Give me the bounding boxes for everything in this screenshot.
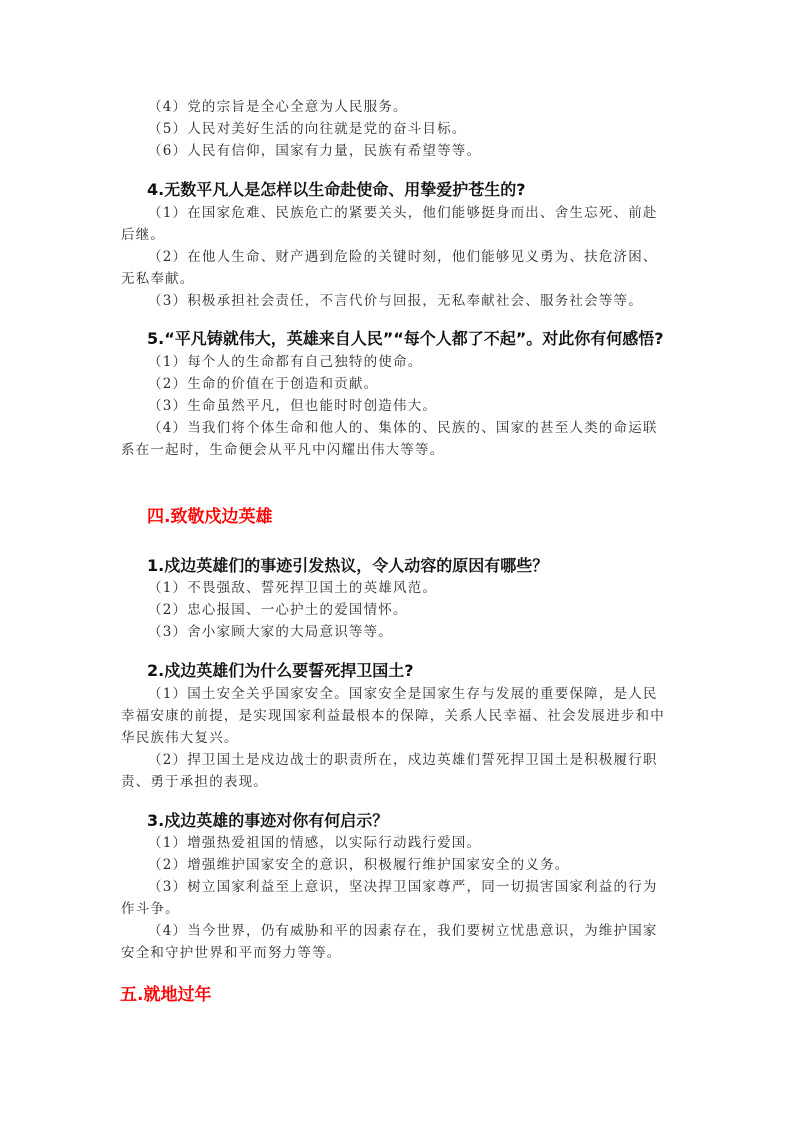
paragraph-line: （4）当我们将个体生命和他人的、集体的、民族的、国家的甚至人类的命运联 bbox=[148, 420, 658, 436]
paragraph-line: （1）增强热爱祖国的情感，以实际行动践行爱国。 bbox=[148, 835, 482, 851]
paragraph-line: （6）人民有信仰，国家有力量，民族有希望等等。 bbox=[148, 143, 482, 159]
paragraph-line: 责、勇于承担的表现。 bbox=[121, 774, 268, 790]
paragraph-line: （3）舍小家顾大家的大局意识等等。 bbox=[148, 624, 393, 640]
paragraph-line: （2）忠心报国、一心护土的爱国情怀。 bbox=[148, 602, 408, 618]
question-heading: 5.“平凡铸就伟大，英雄来自人民”“每个人都了不起”。对此你有何感悟? bbox=[147, 329, 664, 348]
question-heading: 4.无数平凡人是怎样以生命赴使命、用挚爱护苍生的? bbox=[147, 180, 526, 199]
paragraph-line: 作斗争。 bbox=[121, 901, 180, 917]
section-heading: 四.致敬戍边英雄 bbox=[147, 507, 273, 527]
paragraph-line: 幸福安康的前提，是实现国家利益最根本的保障，关系人民幸福、社会发展进步和中 bbox=[121, 708, 665, 724]
paragraph-line: 系在一起时，生命便会从平凡中闪耀出伟大等等。 bbox=[121, 442, 445, 458]
paragraph-line: （2）捍卫国土是戍边战士的职责所在，戍边英雄们誓死捍卫国土是积极履行职 bbox=[148, 752, 658, 768]
paragraph-line: 后继。 bbox=[121, 227, 166, 243]
paragraph-line: （3）树立国家利益至上意识，坚决捍卫国家尊严，同一切损害国家利益的行为 bbox=[148, 879, 658, 895]
question-heading: 2.戍边英雄们为什么要誓死捍卫国土? bbox=[147, 661, 414, 680]
paragraph-line: （3）积极承担社会责任，不言代价与回报，无私奉献社会、服务社会等等。 bbox=[148, 293, 643, 309]
paragraph-line: 安全和守护世界和平而努力等等。 bbox=[121, 945, 342, 961]
paragraph-line: （2）在他人生命、财产遇到危险的关键时刻，他们能够见义勇为、扶危济困、 bbox=[148, 249, 658, 265]
paragraph-line: （2）增强维护国家安全的意识，积极履行维护国家安全的义务。 bbox=[148, 857, 570, 873]
paragraph-line: （1）不畏强敌、誓死捍卫国土的英雄风范。 bbox=[148, 580, 438, 596]
paragraph-line: （3）生命虽然平凡，但也能时时创造伟大。 bbox=[148, 398, 438, 414]
paragraph-line: 无私奉献。 bbox=[121, 271, 195, 287]
paragraph-line: 华民族伟大复兴。 bbox=[121, 730, 239, 746]
paragraph-line: （2）生命的价值在于创造和贡献。 bbox=[148, 376, 379, 392]
paragraph-line: （4）当今世界，仍有威胁和平的因素存在，我们要树立忧患意识，为维护国家 bbox=[148, 923, 658, 939]
question-heading: 1.戍边英雄们的事迹引发热议，令人动容的原因有哪些？ bbox=[147, 556, 549, 575]
paragraph-line: （1）每个人的生命都有自己独特的使命。 bbox=[148, 354, 423, 370]
paragraph-line: （1）国土安全关乎国家安全。国家安全是国家生存与发展的重要保障，是人民 bbox=[148, 686, 658, 702]
question-heading: 3.戍边英雄的事迹对你有何启示？ bbox=[147, 811, 389, 830]
paragraph-line: （1）在国家危难、民族危亡的紧要关头，他们能够挺身而出、舍生忘死、前赴 bbox=[148, 205, 658, 221]
paragraph-line: （5）人民对美好生活的向往就是党的奋斗目标。 bbox=[148, 121, 467, 137]
paragraph-line: （4）党的宗旨是全心全意为人民服务。 bbox=[148, 99, 408, 115]
section-heading: 五.就地过年 bbox=[120, 985, 212, 1005]
